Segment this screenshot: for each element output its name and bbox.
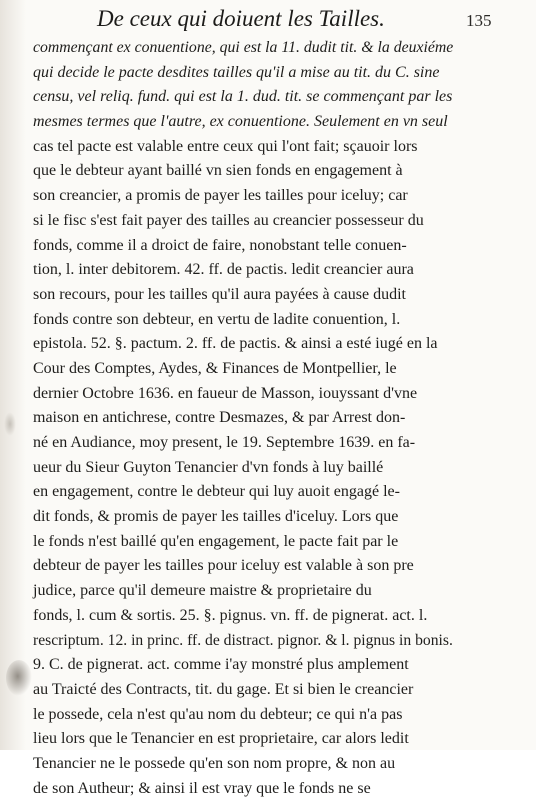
text-line: en engagement, contre le debteur qui luy auoit engagé le-	[33, 483, 400, 501]
text-line: si le fisc s'est fait payer des tailles au creancier possesseur du	[33, 211, 424, 229]
text-line: dernier Octobre 1636. en faueur de Masson, iouyssant d'vne	[33, 384, 418, 402]
text-line: fonds contre son debteur, en vertu de ladite conuention, l.	[33, 310, 401, 328]
text-line: cas tel pacte est valable entre ceux qui l'ont fait; sçauoir lors	[33, 137, 418, 155]
text-line: Cour des Comptes, Aydes, & Finances de Montpellier, le	[33, 359, 397, 377]
text-line: fonds, l. cum & sortis. 25. §. pignus. vn. ff. de pignerat. act. l.	[33, 606, 428, 624]
page-gutter-shadow	[0, 0, 26, 750]
text-line: fonds, comme il a droict de faire, nonobstant telle conuen-	[33, 236, 407, 254]
text-line: qui decide le pacte desdites tailles qu'il a mise au tit. du C. sine	[33, 63, 440, 81]
text-line: le fonds n'est baillé qu'en engagement, le pacte fait par le	[33, 532, 399, 550]
text-line: commençant ex conuentione, qui est la 11. dudit tit. & la deuxiéme	[33, 39, 454, 56]
text-line: rescriptum. 12. in princ. ff. de distract. pignor. & l. pignus in bonis.	[33, 631, 453, 649]
text-line: judice, parce qu'il demeure maistre & proprietaire du	[33, 582, 372, 600]
text-line: tion, l. inter debitorem. 42. ff. de pactis. ledit creancier aura	[33, 261, 414, 279]
text-line: maison en antichrese, contre Desmazes, & par Arrest don-	[33, 409, 406, 427]
text-line: son creancier, a promis de payer les tailles pour iceluy; car	[33, 187, 408, 205]
text-line: son recours, pour les tailles qu'il aura payées à cause dudit	[33, 285, 406, 303]
text-line: lieu lors que le Tenancier en est proprietaire, car alors ledit	[33, 730, 409, 748]
body-text	[33, 36, 453, 801]
text-line: Tenancier ne le possede qu'en son nom propre, & non au	[33, 754, 396, 772]
text-line: dit fonds, & promis de payer les tailles d'iceluy. Lors que	[33, 508, 399, 526]
text-line: censu, vel reliq. fund. qui est la 1. dud. tit. se commençant par les	[33, 88, 453, 106]
running-head: De ceux qui doiuent les Tailles.	[97, 6, 385, 31]
paper-stain	[4, 412, 16, 436]
text-line: au Traicté des Contracts, tit. du gage. Et si bien le creancier	[33, 680, 414, 698]
text-line: mesmes termes que l'autre, ex conuentione. Seulement en vn seul	[33, 113, 448, 131]
text-line: epistola. 52. §. pactum. 2. ff. de pactis. & ainsi a esté iugé en la	[33, 335, 438, 353]
text-line: le possede, cela n'est qu'au nom du debteur; ce qui n'a pas	[33, 705, 403, 723]
page-header	[0, 2, 536, 36]
text-line: 9. C. de pignerat. act. comme i'ay monstré plus amplement	[33, 656, 409, 674]
text-line: de son Autheur; & ainsi il est vray que le fonds ne se	[33, 779, 371, 797]
text-line: debteur de payer les tailles pour iceluy est valable à son pre	[33, 557, 414, 575]
ink-blot	[6, 660, 32, 696]
page-number: 135	[466, 11, 492, 30]
text-line: ueur du Sieur Guyton Tenancier d'vn fonds à luy baillé	[33, 458, 384, 476]
text-line: né en Audiance, moy present, le 19. Septembre 1639. en fa-	[33, 434, 416, 451]
text-line: que le debteur ayant baillé vn sien fonds en engagement à	[33, 162, 403, 180]
